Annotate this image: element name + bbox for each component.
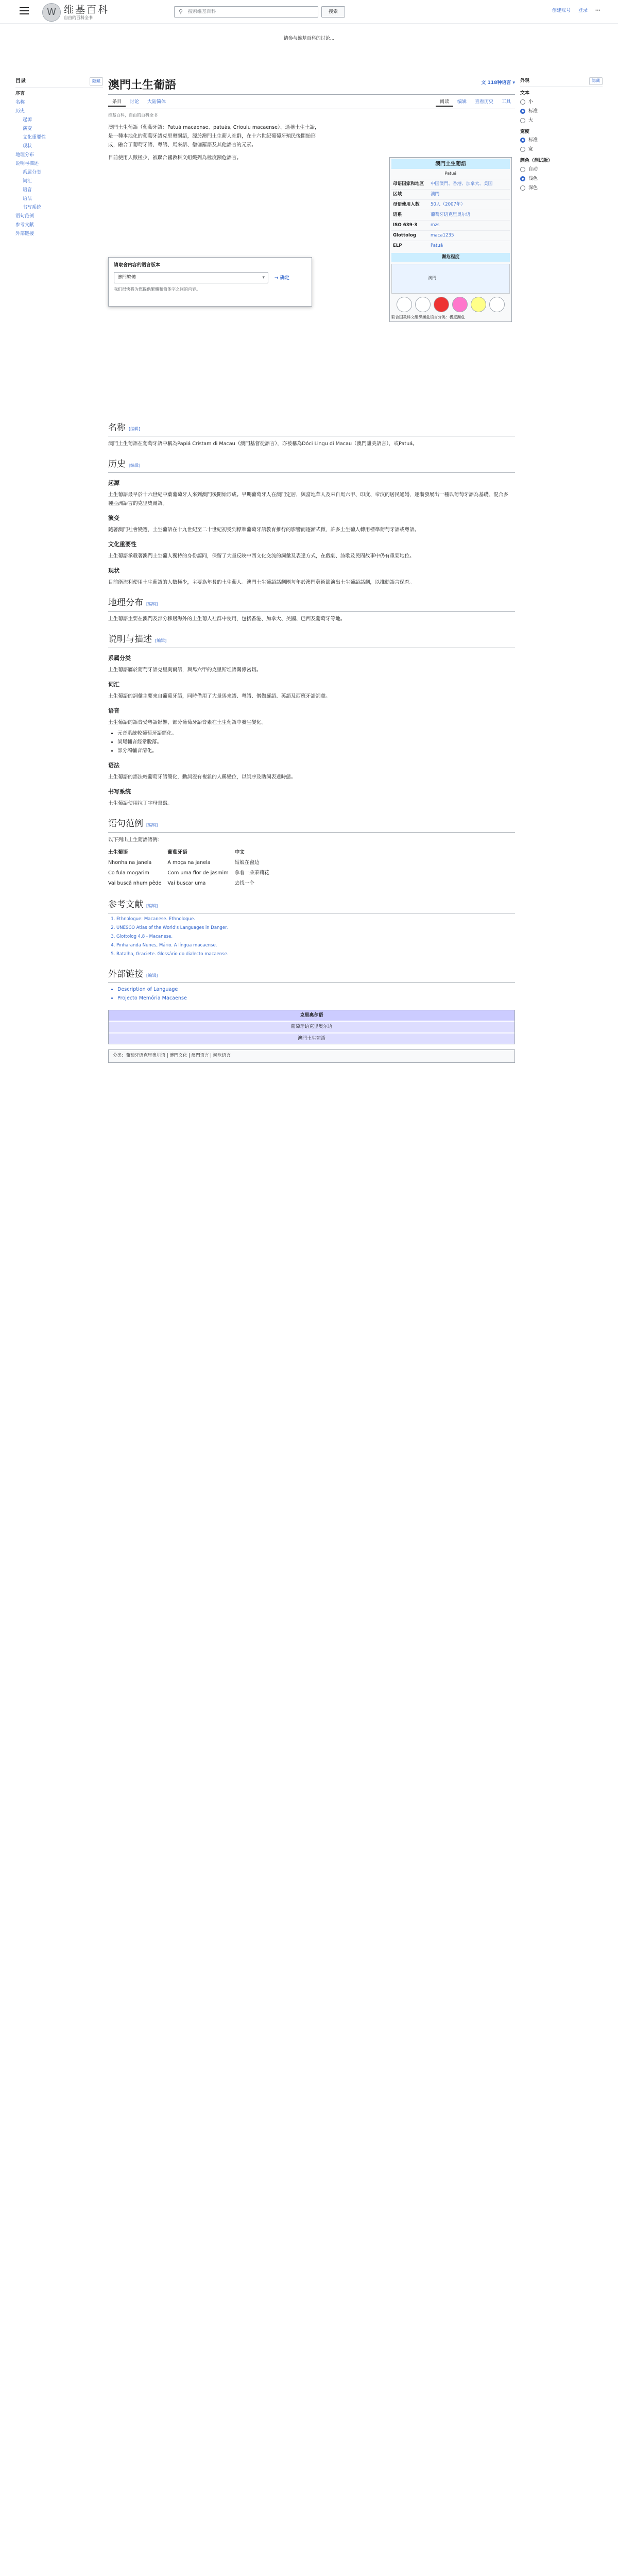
scale-circle-vu [471,297,486,312]
infobox-value[interactable]: mzs [431,222,440,228]
infobox-row [391,241,510,251]
popup-note: 我们很快将为您提供繁體和简体字之间的内容。 [114,287,200,292]
header [0,0,618,24]
external-link[interactable]: • Description of Language [117,985,515,994]
login-link[interactable]: 登录 [578,8,588,13]
section-phon-text: 土生葡語的語音受粵語影響，部分葡萄牙語音素在土生葡語中發生變化。 [108,719,266,725]
toc-item[interactable]: 书写系统 [23,205,42,210]
site-notice: 请参与维基百科的讨论... [283,36,335,41]
appearance-header [520,77,603,87]
option-label: 标准 [528,108,538,114]
section-name-text: 澳門土生葡語在葡萄牙語中稱為Papiá Cristam di Macau（澳門基督徒語言），亦被稱為Dóci Lingu di Macau（澳門甜美語言），或Patuá。 [108,440,418,447]
toc-item[interactable]: 演变 [23,126,32,131]
radio-icon [520,109,525,114]
section-vocab-text: 土生葡語的詞彙主要來自葡萄牙語，同時借用了大量馬來語、粵語、僧伽羅語、英語及西班牙語詞彙。 [108,693,331,699]
infobox-title: 澳門土生葡語 [391,159,510,169]
section-vocab-heading: 词汇 [108,681,119,688]
text-size-standard[interactable] [520,107,603,116]
text-size-large[interactable] [520,116,603,125]
table-row [108,858,276,868]
toc-header [15,77,103,88]
option-label: 标准 [528,138,538,143]
section-culture-heading: 文化重要性 [108,540,136,548]
menu-icon[interactable] [20,7,29,14]
table-header: 葡萄牙语 [167,849,187,855]
toc-item[interactable]: 起源 [23,117,32,123]
table-cell: 拿着一朵茉莉花 [234,870,269,876]
toc-item[interactable]: 外部链接 [15,231,35,236]
confirm-label: 确定 [280,275,289,281]
examples-table [108,848,276,889]
section-geo-heading: 地理分布 [108,597,143,608]
section-desc-heading: 说明与描述 [108,634,152,645]
infobox-value[interactable]: Patuá [431,243,443,248]
brand-name: 维基百科 [64,4,110,15]
edit-link[interactable]: [编辑] [146,822,158,827]
appearance-panel [520,77,603,193]
edit-link[interactable]: [编辑] [155,638,167,643]
edit-link[interactable]: [编辑] [146,903,158,908]
toc-hide-button[interactable]: 隐藏 [90,77,103,86]
section-history-heading: 历史 [108,459,126,469]
infobox-subtitle: Patuá [444,171,457,176]
section-gram-text: 土生葡語的語法較葡萄牙語簡化，動詞沒有複雜的人稱變位，以詞序及助詞表達時態。 [108,774,296,780]
wikipedia-logo-icon[interactable]: W [42,3,61,22]
infobox-value[interactable]: 50人（2007年） [431,201,466,207]
radio-icon [520,185,525,191]
variant-popup [108,257,312,307]
search-icon: ⚲ [179,8,183,15]
lead-section [108,123,515,412]
page-title: 澳門土生葡語 [108,77,515,95]
table-cell: Vai buscâ nhum pêde [108,880,162,886]
intro-paragraph-2: 目前使用人數極少，被聯合國教科文組織列為極度瀕危語言。 [108,155,242,161]
reference-item[interactable]: 1. Ethnologue: Macanese. Ethnologue. [116,916,515,923]
more-icon[interactable]: ··· [595,8,600,13]
edit-link[interactable]: [编辑] [146,973,158,978]
infobox-key: 母语使用人数 [393,201,420,207]
section-status-text: 目前能流利使用土生葡語的人數極少，主要為年長的土生葡人。澳門土生葡語話劇團每年於澳門藝術節演出土生葡語話劇，以推動語言保育。 [108,579,415,585]
list-item: • 詞尾輔音經常脫落。 [117,738,515,747]
section-evolution-heading: 演变 [108,514,119,521]
navbox-row[interactable]: 葡萄牙语克里奥尔语 [109,1021,514,1032]
reference-item[interactable]: 4. Pinharanda Nunes, Mário. A língua macaense. [116,942,515,950]
toc-item[interactable]: 参考文献 [15,223,35,228]
page-tabs [108,96,515,109]
table-row [108,868,276,878]
confirm-button[interactable]: → 确定 [274,275,289,281]
scale-circle-cr [415,297,431,312]
text-size-label: 文本 [520,91,530,96]
table-header: 中文 [234,849,245,855]
section-ext [108,968,515,983]
section-desc [108,633,515,648]
categories[interactable]: 分类：葡萄牙语克里奥尔语 | 澳門文化 | 澳門语言 | 濒危语言 [108,1049,515,1063]
navbox-row[interactable]: 澳門土生葡語 [109,1032,514,1044]
infobox-value[interactable]: maca1235 [431,232,454,238]
toc-item[interactable]: 语音 [23,188,32,193]
option-label: 深色 [528,185,538,191]
list-item: • 元音系統較葡萄牙語簡化。 [117,729,515,738]
navbox-title[interactable]: 克里奥尔语 [109,1010,514,1021]
edit-link[interactable]: [编辑] [146,601,158,606]
search-button[interactable]: 搜索 [321,6,345,18]
edit-link[interactable]: [编辑] [129,463,141,468]
search-input[interactable] [174,6,318,18]
toc-item[interactable]: 序言 [15,91,25,96]
phon-list [117,729,515,755]
toc-item[interactable]: 说明与描述 [15,161,39,166]
infobox-key: ISO 639-3 [393,222,418,228]
toc-item[interactable]: 词汇 [23,179,32,184]
scale-circle-safe [489,297,505,312]
radio-icon [520,167,525,172]
reference-item[interactable]: 2. UNESCO Atlas of the World's Languages in Danger. [116,924,515,932]
option-label: 浅色 [528,176,538,181]
section-writing-text: 土生葡語使用拉丁字母書寫。 [108,800,173,806]
section-history [108,457,515,473]
infobox-rows [391,179,510,251]
table-row [108,878,276,889]
section-evolution-text: 隨著澳門社會變遷，土生葡語在十九世紀至二十世紀初受到標準葡萄牙語教育推行的影響而逐漸式微，許多土生葡人轉用標準葡萄牙語或粵語。 [108,527,420,533]
toc-item[interactable]: 历史 [15,109,25,114]
text-size-small[interactable] [520,97,603,107]
section-name [108,421,515,436]
radio-icon [520,99,525,105]
from-wikipedia: 维基百科，自由的百科全书 [108,113,158,117]
table-cell: Nhonha na janela [108,859,152,866]
intro-paragraph: 澳門土生葡語（葡萄牙語：Patuá macaense、patuás, Crioulu macaense）、通稱土生土語，是一種本地化的葡萄牙語克里奧爾語，源於澳門土生葡人社群，在十六世紀葡萄牙殖民後開始形成，融合了葡萄牙語、粵語、馬來語、僧伽羅語及其他語言的元素。 [108,124,320,148]
brand[interactable] [64,4,109,21]
infobox-key: 母语国家和地区 [393,181,424,187]
toc-item[interactable]: 现状 [23,144,32,149]
infobox [389,157,512,322]
infobox-row [391,210,510,220]
radio-icon [520,147,525,152]
scale-circle-ex [397,297,412,312]
section-status-heading: 现状 [108,567,119,574]
radio-icon [520,118,525,123]
table-cell: Vai buscar uma [167,880,206,886]
table-cell: Co fula mogarim [108,870,149,876]
toc-item[interactable]: 语法 [23,196,32,201]
infobox-key: 区域 [393,191,402,197]
infobox-value[interactable]: 葡萄牙语克里奥尔语 [431,212,471,217]
infobox-row [391,199,510,210]
variant-select[interactable] [114,272,268,283]
infobox-row [391,179,510,189]
scale-circle-de [452,297,468,312]
section-origin-heading: 起源 [108,479,119,486]
tab-read[interactable]: 阅读 [436,96,453,107]
color-light[interactable] [520,174,603,183]
tab-variant[interactable]: 大陆简体 [147,99,166,105]
section-examples [108,817,515,833]
scale-circle-se [434,297,449,312]
table-header: 土生葡语 [108,849,128,855]
option-label: 宽 [528,147,534,152]
section-gram-heading: 语法 [108,761,119,769]
width-wide[interactable] [520,145,603,154]
endangerment-scale [391,297,510,312]
tab-edit[interactable]: 编辑 [457,99,467,105]
infobox-key: 语系 [393,212,402,217]
section-class-text: 土生葡語屬於葡萄牙語克里奧爾語，與馬六甲的克里斯坦語關係密切。 [108,667,262,673]
infobox-row [391,220,510,230]
color-auto[interactable] [520,165,603,174]
variant-value: 澳門繁體 [117,275,136,281]
infobox-row [391,189,510,199]
tab-article[interactable]: 条目 [108,96,126,107]
create-account-link[interactable]: 创建账号 [552,8,571,13]
infobox-value[interactable]: 澳門 [431,191,440,197]
color-dark[interactable] [520,183,603,193]
section-phon-heading: 语音 [108,707,119,714]
toc-item[interactable]: 地理分布 [15,152,35,158]
toc-list [15,90,103,239]
section-ext-heading: 外部链接 [108,969,143,979]
infobox-key: ELP [393,243,402,248]
toc-item[interactable]: 名称 [15,100,25,105]
infobox-status-title: 濒危程度 [391,253,510,262]
radio-icon [520,176,525,181]
reference-list [116,916,515,958]
section-origin-text: 土生葡語最早於十六世紀中葉葡萄牙人來到澳門後開始形成。早期葡萄牙人在澳門定居，與當地華人及來自馬六甲、印度、帝汶的居民通婚，逐漸發展出一種以葡萄牙語為基礎、混合多種亞洲語言的克里奧爾語。 [108,492,509,506]
section-culture-text: 土生葡語承載著澳門土生葡人獨特的身份認同，保留了大量反映中西文化交流的詞彙及表達方式，在戲劇、詩歌及民間故事中仍有重要地位。 [108,553,415,559]
infobox-row [391,230,510,241]
table-cell: Com uma flor de jasmim [167,870,229,876]
chevron-down-icon: ▾ [262,275,265,281]
tab-tools[interactable]: 工具 [501,99,511,105]
map-label: 澳門 [428,275,436,280]
toc-title: 目录 [15,78,26,84]
width-standard[interactable] [520,135,603,145]
option-label: 自动 [528,166,538,172]
section-geo [108,596,515,612]
infobox-key: Glottolog [393,232,417,238]
list-item: • 部分濁輔音清化。 [117,747,515,755]
section-class-heading: 系属分类 [108,654,131,662]
toc-item[interactable]: 语句范例 [15,214,35,219]
table-cell: 去找一个 [234,880,254,886]
infobox-value[interactable]: 中国澳門、香港、加拿大、美国 [431,181,493,187]
edit-link[interactable]: [编辑] [129,426,141,431]
reference-item[interactable]: 3. Glottolog 4.8 - Macanese. [116,933,515,941]
appearance-hide-button[interactable]: 隐藏 [589,77,603,85]
examples-lead: 以下列出土生葡語語例： [108,837,163,843]
option-label: 小 [528,99,534,105]
language-count: 118种语言 [487,80,511,86]
section-geo-text: 土生葡語主要在澳門及部分移居海外的土生葡人社群中使用，包括香港、加拿大、美國、巴西及葡萄牙等地。 [108,616,346,622]
infobox-map[interactable] [391,264,510,294]
search-placeholder: 搜索维基百科 [188,9,216,14]
language-button[interactable]: 文 118种语言 ▾ [481,80,515,86]
toc-item[interactable]: 系属分类 [23,170,42,175]
width-label: 宽度 [520,129,530,134]
table-cell: 姑娘在窗边 [234,859,260,866]
table-of-contents [15,77,103,239]
option-label: 大 [528,117,534,123]
navbox [108,1010,515,1044]
external-links [117,985,515,1003]
section-refs [108,898,515,913]
header-tools [546,7,600,14]
popup-title: 请取舍内容的语言版本 [114,262,161,268]
infobox-legend: 联合国教科文组织濒危语言分类：极度濒危 [391,314,465,319]
external-link[interactable]: • Projecto Memória Macaense [117,994,515,1003]
color-label: 颜色（测试版） [520,158,553,164]
section-examples-heading: 语句范例 [108,818,143,829]
appearance-title: 外观 [520,78,530,83]
table-cell: A moça na janela [167,859,211,866]
brand-tagline: 自由的百科全书 [64,15,93,20]
section-writing-heading: 书写系统 [108,788,131,795]
reference-item[interactable]: 5. Batalha, Graciete. Glossário do dialecto macaense. [116,951,515,958]
section-refs-heading: 参考文献 [108,899,143,910]
toc-item[interactable]: 文化重要性 [23,135,46,140]
tab-history[interactable]: 查看历史 [474,99,493,105]
tab-talk[interactable]: 讨论 [130,99,140,105]
radio-icon [520,138,525,143]
main-content [108,77,515,1063]
section-name-heading: 名称 [108,422,126,433]
